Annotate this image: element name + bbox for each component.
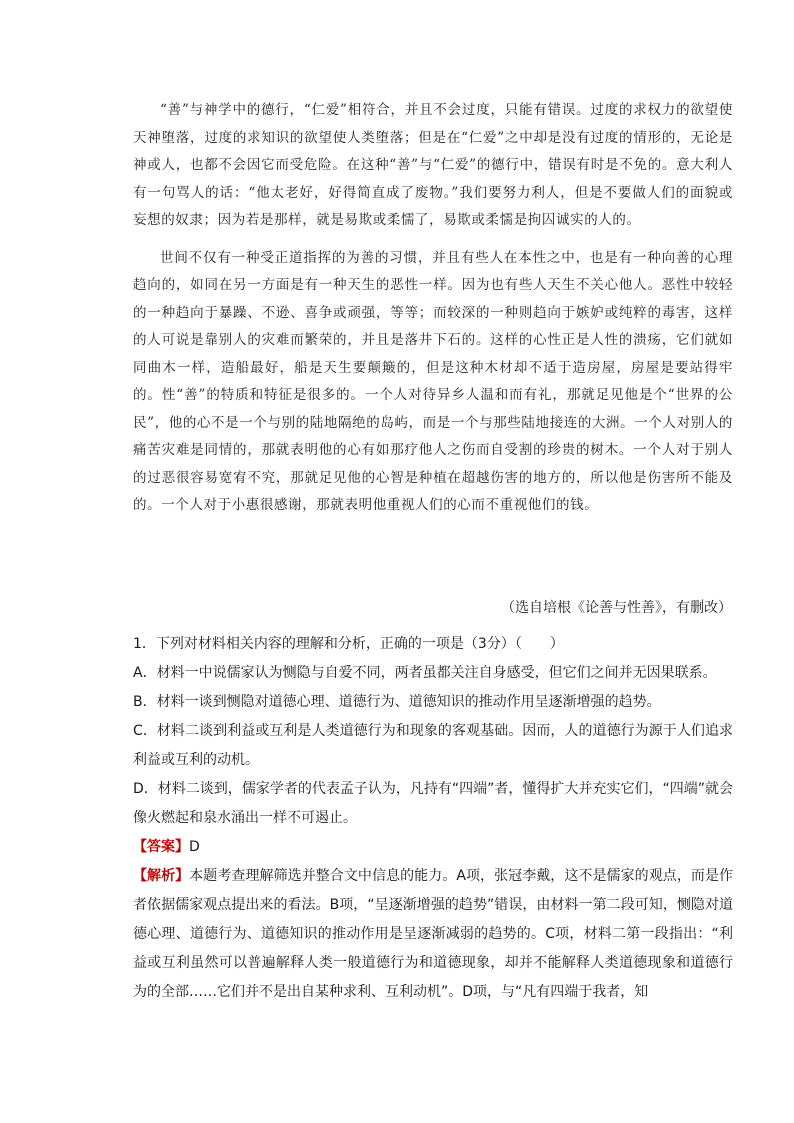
answer-value: D (189, 839, 200, 855)
answer-line (133, 833, 733, 862)
analysis-text: 本题考查理解筛选并整合文中信息的能力。A项，张冠李戴，这不是儒家的观点，而是作者依据儒家观点提出来的看法。B项，“呈逐渐增强的趋势”错误，由材料一第二段可知，恻隐对道德心理、道德行为、道德知识的推动作用是呈逐渐减弱的趋势的。C项，材料二第一段指出：“利益或互利虽然可以普遍解释人类一般道德行为和道德现象，却并不能解释人类道德现象和道德行为的全部……它们并不是出自某种求利、互利动机”。D项，与“凡有四端于我者，知 (133, 868, 734, 1000)
article-excerpt (133, 97, 733, 520)
article-source: （选自培根《论善与性善》，有删改） (501, 600, 732, 616)
article-paragraph-2: 世间不仅有一种受正道指挥的为善的习惯，并且有些人在本性之中，也是有一种向善的心理趋向的，如同在另一方面是有一种天生的恶性一样。因为也有些人天生不关心他人。恶性中较轻的一种趋向于暴躁、不逊、喜争或顽强，等等；而较深的一种则趋向于嫉妒或纯粹的毒害，这样的人可说是靠别人的灾难而繁荣的，并且是落井下石的。这样的心性正是人性的溃疡，它们就如同曲木一样，造船最好，船是天生要颠簸的，但是这种木材却不适于造房屋，房屋是要站得牢的。性“善”的特质和特征是很多的。一个人对待异乡人温和而有礼，那就足见他是个“世界的公民”，他的心不是一个与别的陆地隔绝的岛屿，而是一个与那些陆地接连的大洲。一个人对别人的痛苦灾难是同情的，那就表明他的心有如那疗他人之伤而自受割的珍贵的树木。一个人对于别人的过恶很容易宽宥不究，那就足见他的心智是种植在超越伤害的地方的，所以他是伤害所不能及的。一个人对于小惠很感谢，那就表明他重视人们的心而不重视他们的钱。 (133, 249, 733, 513)
option-d: D．材料二谈到，儒家学者的代表孟子认为，凡持有“四端”者，懂得扩大并充实它们，“四端”就会像火燃起和泉水涌出一样不可遏止。 (133, 781, 733, 826)
question-stem: 1．下列对材料相关内容的理解和分析，正确的一项是（3分）（ ） (133, 636, 564, 652)
answer-label: 【答案】 (133, 839, 189, 855)
option-b: B．材料一谈到恻隐对道德心理、道德行为、道德知识的推动作用呈逐渐增强的趋势。 (133, 694, 661, 710)
option-a: A．材料一中说儒家认为恻隐与自爱不同，两者虽都关注自身感受，但它们之间并无因果联系。 (133, 665, 717, 681)
analysis-line (133, 862, 733, 1007)
article-paragraph-1: “善”与神学中的德行，“仁爱”相符合，并且不会过度，只能有错误。过度的求权力的欲望使天神堕落，过度的求知识的欲望使人类堕落；但是在“仁爱”之中却是没有过度的情形的，无论是神或人，也都不会因它而受危险。在这种“善”与“仁爱”的德行中，错误有时是不免的。意大利人有一句骂人的话：“他太老好，好得简直成了废物。”我们要努力利人，但是不要做人们的面貌或妄想的奴隶；因为若是那样，就是易欺或柔懦了，易欺或柔懦是拘囚诚实的人的。 (133, 102, 733, 228)
option-c: C．材料二谈到利益或互利是人类道德行为和现象的客观基础。因而，人的道德行为源于人们追求利益或互利的动机。 (133, 723, 733, 768)
analysis-label: 【解析】 (133, 868, 190, 884)
question-block (133, 630, 733, 1007)
